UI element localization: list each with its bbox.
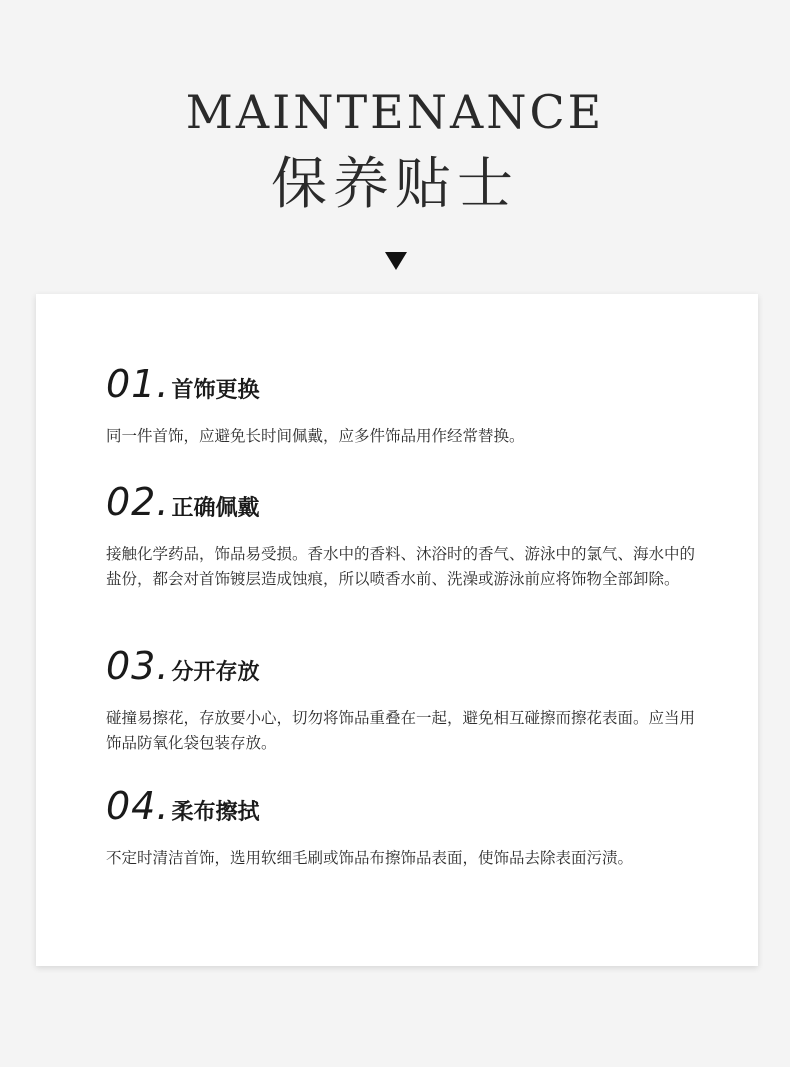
- tip-title: 柔布擦拭: [171, 800, 260, 825]
- tip-section-2: [106, 480, 706, 591]
- tip-heading: [106, 362, 706, 406]
- tip-section-3: [106, 644, 706, 755]
- tip-section-4: [106, 784, 706, 871]
- maintenance-tips-card: [36, 294, 758, 966]
- tip-body: 接触化学药品，饰品易受损。香水中的香料、沐浴时的香气、游泳中的氯气、海水中的盐份，都会对首饰镀层造成蚀痕，所以喷香水前、洗澡或游泳前应将饰物全部卸除。: [106, 545, 696, 588]
- tip-section-1: [106, 362, 706, 449]
- tip-number: 03.: [106, 644, 170, 688]
- down-triangle-icon: [385, 252, 407, 270]
- page-title-chinese: 保养贴士: [271, 152, 519, 217]
- page-header: [0, 0, 790, 290]
- tip-body: 不定时清洁首饰，选用软细毛刷或饰品布擦饰品表面，使饰品去除表面污渍。: [106, 849, 634, 867]
- tip-number: 01.: [106, 362, 170, 406]
- tip-body: 同一件首饰，应避免长时间佩戴，应多件饰品用作经常替换。: [106, 427, 525, 445]
- tip-number: 04.: [106, 784, 170, 828]
- page-title-english: MAINTENANCE: [185, 85, 605, 139]
- tip-body: 碰撞易擦花，存放要小心，切勿将饰品重叠在一起，避免相互碰擦而擦花表面。应当用饰品防氧化袋包装存放。: [106, 709, 696, 752]
- tip-title: 首饰更换: [171, 378, 260, 403]
- tip-number: 02.: [106, 480, 170, 524]
- tip-title: 分开存放: [171, 660, 260, 685]
- tip-heading: [106, 784, 706, 828]
- tip-heading: [106, 480, 706, 524]
- tip-title: 正确佩戴: [171, 496, 260, 521]
- tip-heading: [106, 644, 706, 688]
